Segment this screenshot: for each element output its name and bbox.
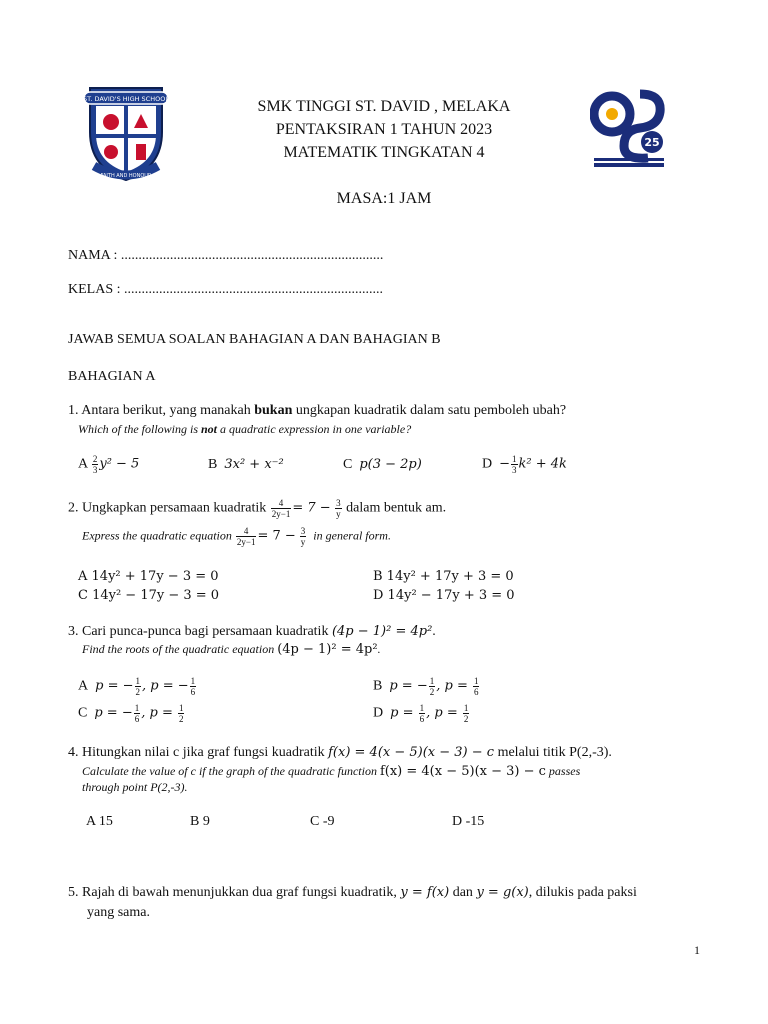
q1-text-ms: 1. Antara berikut, yang manakah bukan ungkapan kuadratik dalam satu pemboleh ubah? — [68, 403, 567, 418]
crest-motto-text: FAITH AND HONOUR — [100, 173, 152, 179]
q3-option-c[interactable]: C p = − $\frac{1}{6}$ , p = $\frac{1}{2}$ — [78, 703, 184, 724]
exam-header — [0, 95, 768, 164]
logo-badge-number: 25 — [644, 136, 660, 149]
q2-text-ms: 2. Ungkapkan persamaan kuadratik $\frac{4}{2y-1}$ = 7 − $\frac{3}{y}$ dalam bentuk am. — [68, 498, 447, 519]
q5-text: 5. Rajah di bawah menunjukkan dua graf fungsi kuadratik, y = f(x) dan y = g(x), dilukis pada paksi — [68, 885, 637, 900]
class-field[interactable]: KELAS : .......................................................................... — [68, 282, 383, 297]
q5-text-line2: yang sama. — [87, 905, 150, 920]
q2-option-b[interactable]: B 14y² + 17y + 3 = 0 — [373, 569, 514, 584]
q3-option-d[interactable]: D p = $\frac{1}{6}$ , p = $\frac{1}{2}$ — [373, 703, 469, 724]
q2-option-c[interactable]: C 14y² − 17y − 3 = 0 — [78, 588, 220, 603]
q4-option-d[interactable]: D -15 — [452, 814, 485, 829]
q4-text-ms: 4. Hitungkan nilai c jika graf fungsi kuadratik f(x) = 4(x − 5)(x − 3) − c melalui titik P(2,-3). — [68, 745, 612, 760]
section-heading: BAHAGIAN A — [68, 369, 156, 384]
q3-text-ms: 3. Cari punca-punca bagi persamaan kuadratik (4p − 1)² = 4p². — [68, 624, 436, 639]
duration: MASA:1 JAM — [336, 190, 432, 207]
q1-option-b[interactable]: B 3x² + x⁻² — [208, 457, 284, 472]
q4-text-en: Calculate the value of c if the graph of the quadratic function f(x) = 4(x − 5)(x − 3) − c passes — [82, 764, 581, 779]
q3-option-b[interactable]: B p = − $\frac{1}{2}$ , p = $\frac{1}{6}$ — [373, 676, 479, 697]
name-field[interactable]: NAMA : ........................................................................... — [68, 248, 384, 263]
q4-option-c[interactable]: C -9 — [310, 814, 335, 829]
q1-option-a[interactable]: A $\frac{2}{3}$ y² − 5 — [78, 454, 140, 475]
instructions: JAWAB SEMUA SOALAN BAHAGIAN A DAN BAHAGIAN B — [68, 332, 441, 347]
crest-banner-text: ST. DAVID'S HIGH SCHOOL — [83, 95, 169, 103]
q4-option-a[interactable]: A 15 — [86, 814, 113, 829]
q2-option-d[interactable]: D 14y² − 17y + 3 = 0 — [373, 588, 515, 603]
q1-text-en: Which of the following is not a quadratic expression in one variable? — [78, 422, 412, 436]
assessment-title: PENTAKSIRAN 1 TAHUN 2023 — [275, 121, 493, 138]
subject-title: MATEMATIK TINGKATAN 4 — [283, 144, 485, 161]
school-name: SMK TINGGI ST. DAVID , MELAKA — [257, 98, 511, 115]
q2-text-en: Express the quadratic equation $\frac{4}{2y-1}$ = 7 − $\frac{3}{y}$ in general form. — [82, 526, 391, 547]
q1-option-d[interactable]: D − $\frac{1}{3}$ k² + 4k — [482, 454, 567, 475]
q4-text-en-line2: through point P(2,-3). — [82, 780, 188, 794]
q1-option-c[interactable]: C p(3 − 2p) — [343, 457, 422, 472]
q3-text-en: Find the roots of the quadratic equation (4p − 1)² = 4p². — [82, 642, 381, 657]
page-number: 1 — [694, 943, 700, 957]
q2-option-a[interactable]: A 14y² + 17y − 3 = 0 — [78, 569, 219, 584]
q3-option-a[interactable]: A p = − $\frac{1}{2}$ , p = − $\frac{1}{6}$ — [78, 676, 196, 697]
q4-option-b[interactable]: B 9 — [190, 814, 210, 829]
